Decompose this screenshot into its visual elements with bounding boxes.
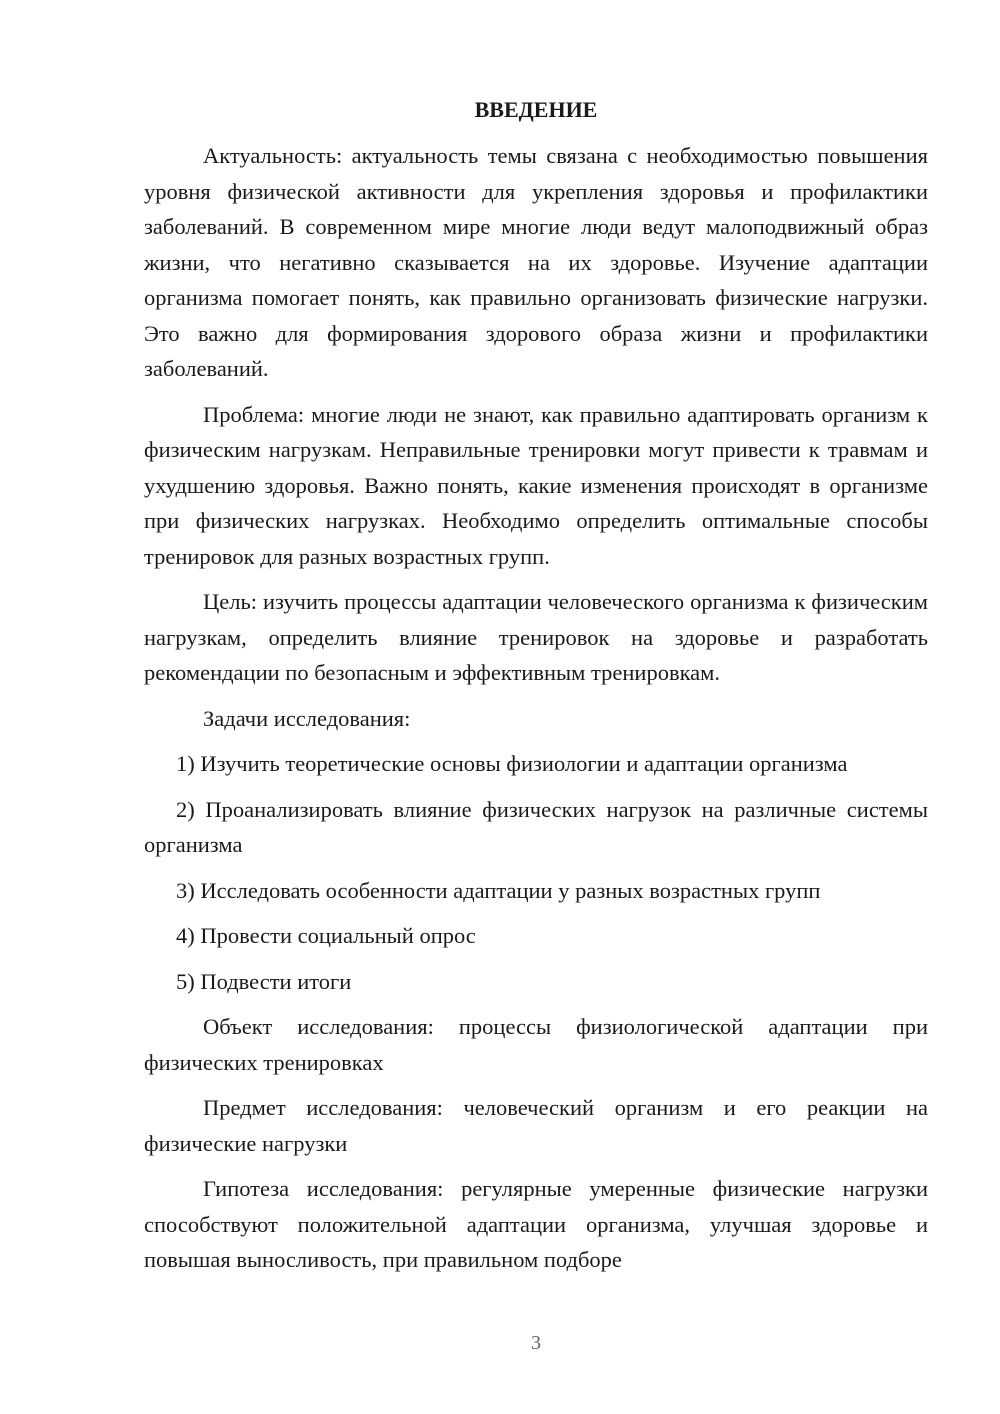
document-body [144, 92, 928, 1288]
task-item: 1) Изучить теоретические основы физиологии и адаптации организма [176, 751, 848, 776]
problem-paragraph: Проблема: многие люди не знают, как правильно адаптировать организм к физическим нагрузкам. Неправильные тренировки могут привести к травмам и ухудшению здоровья. Важно понять, какие изменения происходят в организме при физических нагрузках. Необходимо определить оптимальные способы тренировок для разных возрастных групп. [144, 401, 928, 569]
task-item: 2) Проанализировать влияние физических нагрузок на различные системы организма [144, 796, 928, 857]
goal-paragraph: Цель: изучить процессы адаптации человеческого организма к физическим нагрузкам, определить влияние тренировок на здоровье и разработать рекомендации по безопасным и эффективным тренировкам. [144, 589, 928, 685]
page-number: 3 [531, 1332, 541, 1354]
object-paragraph: Объект исследования: процессы физиологической адаптации при физических тренировках [144, 1014, 928, 1075]
hypothesis-paragraph: Гипотеза исследования: регулярные умеренные физические нагрузки способствуют положительной адаптации организма, улучшая здоровье и повышая выносливость, при правильном подборе [144, 1176, 928, 1272]
task-item: 5) Подвести итоги [176, 968, 352, 994]
subject-paragraph: Предмет исследования: человеческий организм и его реакции на физические нагрузки [144, 1095, 928, 1156]
relevance-paragraph: Актуальность: актуальность темы связана с необходимостью повышения уровня физической активности для укрепления здоровья и профилактики заболеваний. В современном мире многие люди ведут малоподвижный образ жизни, что негативно сказывается на их здоровье. Изучение адаптации организма помогает понять, как правильно организовать физические нагрузки. Это важно для формирования здорового образа жизни и профилактики заболеваний. [144, 143, 928, 381]
section-title: ВВЕДЕНИЕ [474, 97, 598, 122]
tasks-heading: Задачи исследования: [203, 705, 411, 731]
task-item: 3) Исследовать особенности адаптации у разных возрастных групп [176, 877, 821, 903]
task-item: 4) Провести социальный опрос [176, 923, 476, 948]
